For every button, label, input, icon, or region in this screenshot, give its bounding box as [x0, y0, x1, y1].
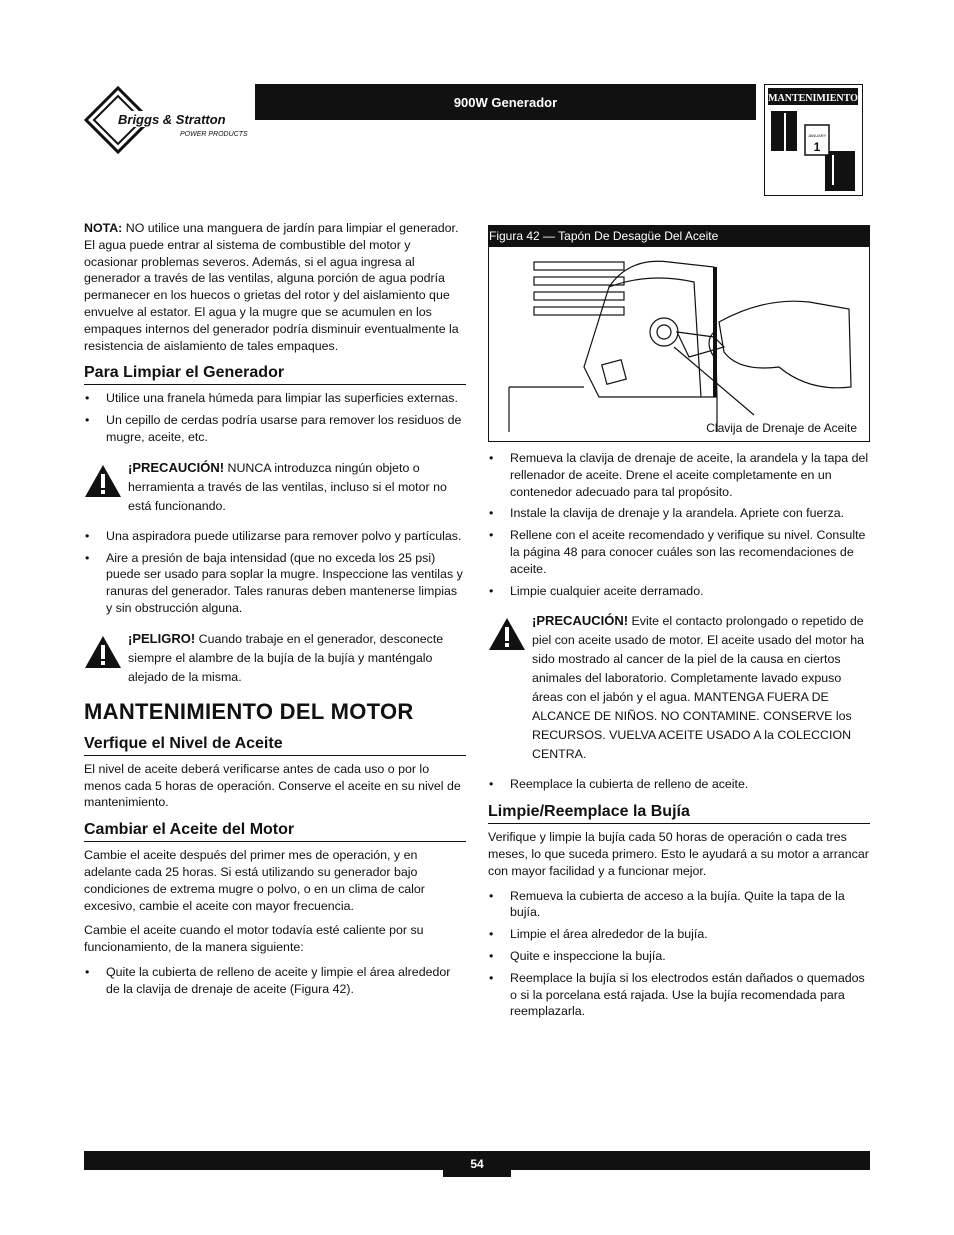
heading-limpiar: Para Limpiar el Generador — [84, 364, 466, 385]
list-item: • Un cepillo de cerdas podría usarse para remover los residuos de mugre, aceite, etc. — [84, 412, 466, 446]
figure-label: Clavija de Drenaje de Aceite — [706, 421, 857, 435]
warning-icon — [84, 458, 128, 516]
caution-label: ¡PRECAUCIÓN! — [128, 459, 225, 475]
left-column — [84, 220, 466, 1006]
heading-cambiar: Cambiar el Aceite del Motor — [84, 821, 466, 842]
caution-label: ¡PRECAUCIÓN! — [532, 613, 629, 629]
figure-title: Figura 42 — Tapón De Desagüe Del Aceite — [489, 226, 869, 247]
list-item: • Quite la cubierta de relleno de aceite y limpie el área alrededor de la clavija de drenaje de aceite (Figura 42). — [84, 964, 466, 998]
list-item: • Rellene con el aceite recomendado y verifique su nivel. Consulte la página 48 para conocer cuáles son las recomendaciones de aceite. — [488, 527, 870, 577]
brand-main: Briggs & Stratton — [118, 112, 226, 127]
danger-label: ¡PELIGRO! — [128, 630, 196, 646]
nivel-paragraph: El nivel de aceite deberá verificarse antes de cada uso o por lo menos cada 5 horas de operación. Conserve el aceite en su nivel de mantenimiento. — [84, 761, 461, 810]
caution-block-1 — [84, 458, 466, 516]
caution-block-2 — [488, 611, 870, 764]
danger-block — [84, 629, 466, 687]
cambiar-list — [84, 964, 466, 998]
cambiar-paragraph-1: Cambie el aceite después del primer mes de operación, y en adelante cada 25 horas. Si está utilizando su generador bajo condiciones de extrema mugre o polvo, o en un clima de calor excesivo, cambie el aceite con mayor frecuencia. — [84, 848, 425, 913]
warning-icon — [84, 629, 128, 687]
warning-icon — [488, 611, 532, 764]
list-item: • Limpie cualquier aceite derramado. — [488, 583, 870, 600]
list-item: • Utilice una franela húmeda para limpiar las superficies externas. — [84, 390, 466, 407]
bujia-paragraph: Verifique y limpie la bujía cada 50 horas de operación o cada tres meses, lo que suceda primero. Esto le ayudará a su motor a arrancar con mayor facilidad y a funcionar mejor. — [488, 830, 869, 878]
header-title: 900W Generador — [255, 84, 756, 120]
cambiar-paragraph-2: Cambie el aceite cuando el motor todavía esté caliente por su funcionamiento, de la manera siguiente: — [84, 923, 424, 955]
aceite-list-2 — [488, 776, 870, 793]
list-item: • Remueva la clavija de drenaje de aceite, la arandela y la tapa del rellenador de aceite. Drene el aceite completamente en un contenedor adecuado para tal propósito. — [488, 450, 870, 500]
badge-label: MANTENIMIENTO — [768, 93, 858, 104]
section-title: MANTENIMIENTO DEL MOTOR — [84, 698, 414, 724]
caution-text: NUNCA introduzca ningún objeto o herramienta a través de las ventilas, incluso si el motor no está funcionando. — [128, 460, 447, 513]
heading-nivel: Verfique el Nivel de Aceite — [84, 735, 466, 756]
maintenance-badge — [764, 84, 863, 196]
badge-calendar-number: 1 — [813, 140, 821, 154]
note-paragraph: NOTA: NO utilice una manguera de jardín para limpiar el generador. El agua puede entrar al sistema de combustible del motor y ocasionar problemas severos. Además, si el agua ingresa al generador a través de las ventilas, alguna porción de agua podría permanecer en los huecos o grietas del rotor y del aislamiento que envuelve al estator. El agua y la mugre que se acumulen en los empaques internos del generador podría disminuir eventualmente la resistencia de aislamiento de tales empaques. — [84, 221, 459, 353]
figure-illustration — [489, 247, 869, 441]
list-item: • Aire a presión de baja intensidad (que no exceda los 25 psi) puede ser usado para soplar la mugre. Inspeccione las ventilas y ranuras del generador. Tales ranuras deben mantenerse limpias y sin obstrucción alguna. — [84, 550, 466, 617]
badge-calendar: JANUARY — [807, 133, 827, 138]
brand-sub: POWER PRODUCTS — [180, 131, 248, 138]
list-item: • Instale la clavija de drenaje y la arandela. Apriete con fuerza. — [488, 505, 870, 522]
list-item: • Reemplace la cubierta de relleno de aceite. — [488, 776, 870, 793]
list-item: • Reemplace la bujía si los electrodos están dañados o quemados o si la porcelana está rajada. Use la bujía recomendada para reemplazarla. — [488, 970, 870, 1020]
caution-text: Evite el contacto prolongado o repetido de piel con aceite usado de motor. El aceite usado del motor ha sido mostrado al cancer de la piel de la causa en ciertos animales del laboratorio. Completamente lavado expuso áreas con el jabón y el agua. MANTENGA FUERA DE ALCANCE DE NIÑOS. NO CONTAMINE. CONSERVE los RECURSOS. VUELVA ACEITE USADO A la COLECCION CENTRA. — [532, 614, 864, 762]
list-item: • Limpie el área alrededor de la bujía. — [488, 926, 870, 943]
danger-text: Cuando trabaje en el generador, desconecte siempre el alambre de la bujía de la bujía y manténgalo alejado de la misma. — [128, 631, 444, 684]
limpiar-list — [84, 390, 466, 445]
list-item: • Una aspiradora puede utilizarse para remover polvo y partículas. — [84, 528, 466, 545]
right-column — [488, 225, 870, 1028]
heading-bujia: Limpie/Reemplace la Bujía — [488, 803, 870, 824]
list-item: • Quite e inspeccione la bujía. — [488, 948, 870, 965]
limpiar-list-2 — [84, 528, 466, 617]
briggs-stratton-logo — [82, 84, 258, 156]
list-item: • Remueva la cubierta de acceso a la bujía. Quite la tapa de la bujía. — [488, 888, 870, 922]
page-number: 54 — [443, 1151, 511, 1177]
bujia-list — [488, 888, 870, 1021]
aceite-list — [488, 450, 870, 599]
figure-42 — [488, 225, 870, 442]
